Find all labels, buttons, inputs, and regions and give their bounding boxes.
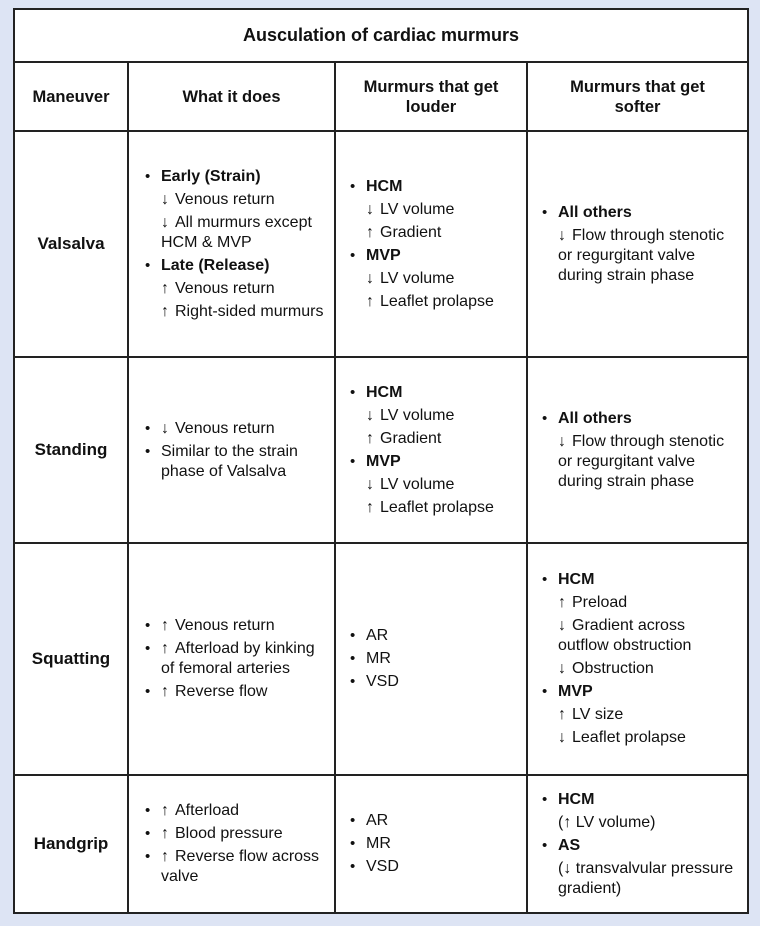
sub-text: Obstruction xyxy=(572,660,654,677)
sub-item xyxy=(348,223,518,243)
bullet-text xyxy=(161,682,326,702)
arrow-down-icon: ↓ xyxy=(558,226,566,244)
cell-what xyxy=(129,132,334,356)
bullet-label: Afterload by kinking of femoral arteries xyxy=(161,640,315,677)
bullet-dot-icon: • xyxy=(350,627,356,644)
bullet-label: Venous return xyxy=(175,419,275,437)
sub-text: LV volume xyxy=(380,406,455,424)
bullet-text xyxy=(558,682,737,702)
arrow-up-icon: ↑ xyxy=(161,617,169,634)
arrow-down-icon: ↓ xyxy=(558,660,566,677)
bullet-item xyxy=(348,177,518,197)
bullet-text xyxy=(558,790,737,810)
cell-what xyxy=(129,358,334,542)
bullet-dot-icon: • xyxy=(350,383,356,401)
bullet-text xyxy=(366,857,518,877)
sub-item xyxy=(540,859,737,899)
cell-softer xyxy=(528,544,747,774)
bullet-text xyxy=(161,847,326,887)
bullet-dot-icon: • xyxy=(542,790,548,808)
bullet-item xyxy=(540,570,737,590)
bullet-item xyxy=(143,419,326,439)
bullet-item xyxy=(143,801,326,821)
sub-item xyxy=(143,190,326,210)
bullet-label: MVP xyxy=(558,683,593,700)
bullet-label: AS xyxy=(558,836,581,854)
sub-item xyxy=(540,705,737,725)
bullet-label: All others xyxy=(558,203,632,221)
bullet-text xyxy=(161,256,326,276)
bullet-item xyxy=(348,811,518,831)
sub-item xyxy=(540,659,737,679)
bullet-text xyxy=(161,419,326,439)
arrow-down-icon: ↓ xyxy=(366,269,374,287)
cell-softer xyxy=(528,776,747,912)
arrow-up-icon: ↑ xyxy=(161,802,169,819)
header-louder: Murmurs that get louder xyxy=(363,77,499,116)
bullet-dot-icon: • xyxy=(145,848,151,865)
bullet-text xyxy=(161,639,326,679)
bullet-item xyxy=(348,672,518,692)
maneuver-label: Squatting xyxy=(31,649,111,668)
bullet-item xyxy=(348,649,518,669)
softer-list xyxy=(540,200,737,289)
sub-item xyxy=(348,292,518,312)
bullet-text xyxy=(366,177,518,197)
bullet-dot-icon: • xyxy=(145,683,151,700)
cell-what xyxy=(129,776,334,912)
bullet-label: Similar to the strain phase of Valsalva xyxy=(161,442,298,480)
bullet-label: MVP xyxy=(366,452,401,470)
bullet-item xyxy=(348,383,518,403)
bullet-dot-icon: • xyxy=(145,825,151,842)
bullet-dot-icon: • xyxy=(350,452,356,470)
sub-text: Venous return xyxy=(175,190,275,208)
bullet-text xyxy=(366,246,518,266)
bullet-dot-icon: • xyxy=(145,167,151,185)
bullet-label: Reverse flow xyxy=(175,683,268,700)
bullet-item xyxy=(348,452,518,472)
sub-item xyxy=(348,200,518,220)
bullet-item xyxy=(540,203,737,223)
cell-softer xyxy=(528,132,747,356)
bullet-item xyxy=(143,256,326,276)
bullet-label: All others xyxy=(558,409,632,427)
arrow-up-icon: ↑ xyxy=(366,292,374,310)
bullet-dot-icon: • xyxy=(350,673,356,690)
arrow-down-icon: ↓ xyxy=(366,200,374,218)
sub-item xyxy=(348,498,518,518)
bullet-label: Venous return xyxy=(175,617,275,634)
sub-text: LV size xyxy=(572,706,624,723)
cell-what xyxy=(129,544,334,774)
sub-text: Leaflet prolapse xyxy=(380,498,494,516)
bullet-label: MR xyxy=(366,835,391,852)
softer-list xyxy=(540,787,737,902)
louder-list xyxy=(348,623,518,695)
bullet-item xyxy=(540,836,737,856)
bullet-dot-icon: • xyxy=(145,802,151,819)
bullet-dot-icon: • xyxy=(542,409,548,427)
bullet-text xyxy=(366,383,518,403)
bullet-text xyxy=(558,836,737,856)
bullet-dot-icon: • xyxy=(350,246,356,264)
bullet-text xyxy=(558,409,737,429)
sub-text: Gradient xyxy=(380,223,442,241)
arrow-down-icon: ↓ xyxy=(558,617,566,634)
arrow-down-icon: ↓ xyxy=(558,432,566,450)
arrow-up-icon: ↑ xyxy=(161,640,169,657)
bullet-dot-icon: • xyxy=(542,683,548,700)
bullet-dot-icon: • xyxy=(145,419,151,437)
cell-maneuver xyxy=(15,544,127,774)
arrow-up-icon: ↑ xyxy=(366,223,374,241)
bullet-text xyxy=(366,626,518,646)
sub-item xyxy=(348,475,518,495)
sub-text: Right-sided murmurs xyxy=(175,302,324,320)
sub-text: Gradient xyxy=(380,429,442,447)
arrow-up-icon: ↑ xyxy=(558,706,566,723)
bullet-text xyxy=(558,203,737,223)
bullet-item xyxy=(348,834,518,854)
bullet-label: Late (Release) xyxy=(161,256,270,274)
bullet-text xyxy=(366,452,518,472)
bullet-text xyxy=(161,442,326,482)
arrow-up-icon: ↑ xyxy=(161,848,169,865)
bullet-item xyxy=(143,616,326,636)
arrow-down-icon: ↓ xyxy=(366,406,374,424)
sub-text: LV volume xyxy=(380,200,455,218)
bullet-text xyxy=(161,167,326,187)
bullet-dot-icon: • xyxy=(542,571,548,588)
sub-text: All murmurs except HCM & MVP xyxy=(161,213,312,251)
sub-item xyxy=(540,813,737,833)
sub-item xyxy=(540,728,737,748)
header-maneuver: Maneuver xyxy=(32,87,110,106)
bullet-label: VSD xyxy=(366,858,399,875)
maneuver-label: Standing xyxy=(34,440,108,459)
bullet-label: Afterload xyxy=(175,802,240,819)
sub-text: Venous return xyxy=(175,279,275,297)
cell-maneuver xyxy=(15,358,127,542)
louder-list xyxy=(348,174,518,315)
sub-text: Leaflet prolapse xyxy=(380,292,494,310)
bullet-label: HCM xyxy=(366,177,403,195)
maneuver-label: Handgrip xyxy=(33,834,109,853)
bullet-dot-icon: • xyxy=(350,858,356,875)
louder-list xyxy=(348,380,518,521)
sub-text: Flow through stenotic or regurgitant valve during strain phase xyxy=(558,432,725,490)
bullet-item xyxy=(143,442,326,482)
sub-text: Flow through stenotic or regurgitant valve during strain phase xyxy=(558,226,725,284)
sub-item xyxy=(540,226,737,286)
sub-item xyxy=(143,279,326,299)
arrow-up-icon: ↑ xyxy=(161,683,169,700)
bullet-item xyxy=(143,682,326,702)
sub-text: Gradient across outflow obstruction xyxy=(558,617,692,654)
what-list xyxy=(143,416,326,485)
bullet-text xyxy=(366,649,518,669)
arrow-up-icon: ↑ xyxy=(161,302,169,320)
arrow-up-icon: ↑ xyxy=(366,429,374,447)
sub-item xyxy=(348,429,518,449)
table-title: Ausculation of cardiac murmurs xyxy=(242,25,520,45)
bullet-dot-icon: • xyxy=(350,177,356,195)
bullet-dot-icon: • xyxy=(145,442,151,460)
header-what-it-does: What it does xyxy=(182,87,281,106)
arrow-up-icon: ↑ xyxy=(161,279,169,297)
bullet-dot-icon: • xyxy=(145,256,151,274)
arrow-down-icon: ↓ xyxy=(161,419,169,437)
bullet-label: HCM xyxy=(558,571,595,588)
arrow-up-icon: ↑ xyxy=(161,825,169,842)
arrow-down-icon: ↓ xyxy=(161,213,169,231)
bullet-label: AR xyxy=(366,812,389,829)
sub-item xyxy=(540,432,737,492)
bullet-label: MVP xyxy=(366,246,401,264)
what-list xyxy=(143,613,326,705)
bullet-dot-icon: • xyxy=(350,812,356,829)
bullet-item xyxy=(143,167,326,187)
bullet-dot-icon: • xyxy=(145,640,151,657)
bullet-label: Early (Strain) xyxy=(161,167,261,185)
sub-item xyxy=(143,302,326,322)
bullet-item xyxy=(348,246,518,266)
bullet-label: VSD xyxy=(366,673,399,690)
bullet-item xyxy=(540,790,737,810)
bullet-dot-icon: • xyxy=(350,835,356,852)
bullet-text xyxy=(161,801,326,821)
bullet-label: Blood pressure xyxy=(175,825,283,842)
bullet-item xyxy=(143,847,326,887)
header-softer: Murmurs that get softer xyxy=(570,77,705,116)
bullet-label: AR xyxy=(366,627,389,644)
cell-louder xyxy=(336,544,526,774)
bullet-text xyxy=(366,811,518,831)
bullet-text xyxy=(366,672,518,692)
what-list xyxy=(143,798,326,890)
cell-louder xyxy=(336,776,526,912)
arrow-down-icon: ↓ xyxy=(366,475,374,493)
softer-list xyxy=(540,567,737,751)
bullet-text xyxy=(161,824,326,844)
bullet-item xyxy=(348,626,518,646)
sub-item xyxy=(540,593,737,613)
sub-text: Preload xyxy=(572,594,628,611)
cell-softer xyxy=(528,358,747,542)
bullet-label: HCM xyxy=(366,383,403,401)
sub-text: (↑ LV volume) xyxy=(558,813,656,831)
sub-text: (↓ transvalvular pressure gradient) xyxy=(558,859,734,897)
bullet-text xyxy=(558,570,737,590)
murmur-table xyxy=(13,8,749,914)
bullet-dot-icon: • xyxy=(542,203,548,221)
sub-item xyxy=(540,616,737,656)
bullet-label: MR xyxy=(366,650,391,667)
sub-item xyxy=(143,213,326,253)
bullet-dot-icon: • xyxy=(542,836,548,854)
louder-list xyxy=(348,808,518,880)
bullet-label: HCM xyxy=(558,790,595,808)
cell-maneuver xyxy=(15,132,127,356)
what-list xyxy=(143,164,326,325)
sub-item xyxy=(348,269,518,289)
sub-item xyxy=(348,406,518,426)
bullet-item xyxy=(348,857,518,877)
bullet-dot-icon: • xyxy=(350,650,356,667)
bullet-dot-icon: • xyxy=(145,617,151,634)
arrow-up-icon: ↑ xyxy=(366,498,374,516)
bullet-item xyxy=(143,639,326,679)
cell-louder xyxy=(336,358,526,542)
bullet-text xyxy=(161,616,326,636)
sub-text: LV volume xyxy=(380,269,455,287)
arrow-up-icon: ↑ xyxy=(558,594,566,611)
cell-louder xyxy=(336,132,526,356)
maneuver-label: Valsalva xyxy=(37,234,105,253)
arrow-down-icon: ↓ xyxy=(161,190,169,208)
sub-text: Leaflet prolapse xyxy=(572,729,686,746)
bullet-item xyxy=(540,409,737,429)
bullet-item xyxy=(540,682,737,702)
softer-list xyxy=(540,406,737,495)
bullet-label: Reverse flow across valve xyxy=(161,848,320,885)
bullet-text xyxy=(366,834,518,854)
sub-text: LV volume xyxy=(380,475,455,493)
bullet-item xyxy=(143,824,326,844)
arrow-down-icon: ↓ xyxy=(558,729,566,746)
cell-maneuver xyxy=(15,776,127,912)
